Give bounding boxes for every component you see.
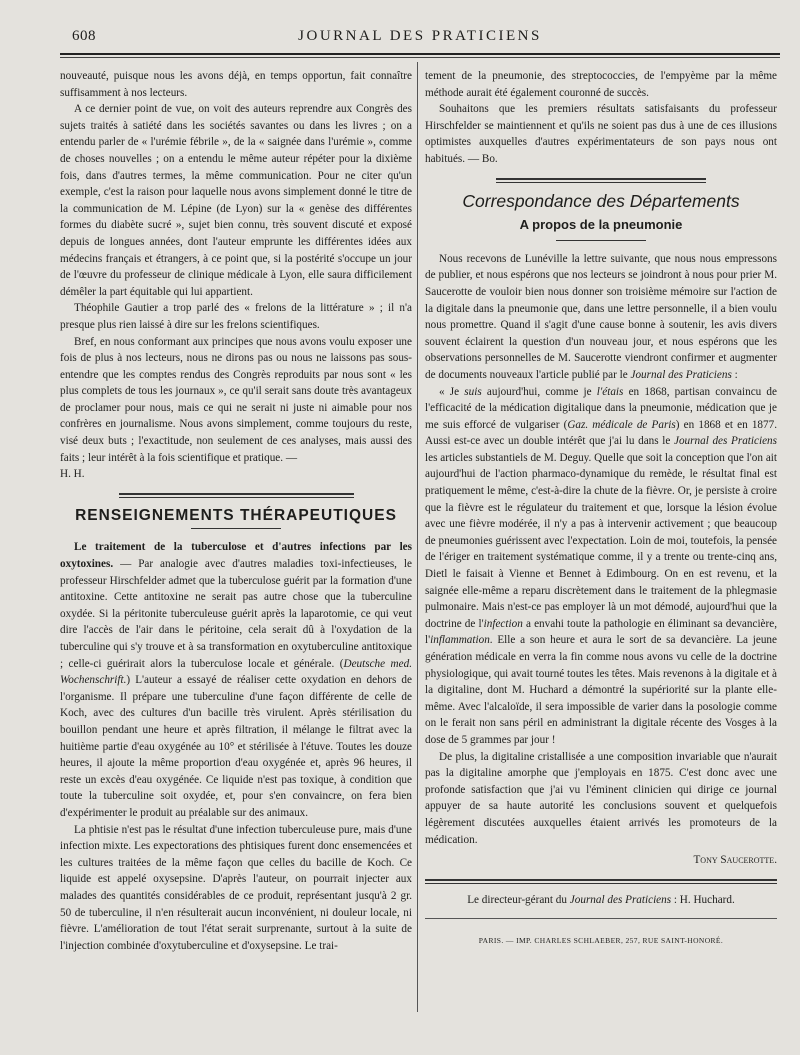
printer-line: PARIS. — IMP. CHARLES SCHLAEBER, 257, RUE SAINT-HONORÉ. — [478, 936, 724, 946]
reference: Journal des Praticiens — [630, 368, 732, 381]
footer-rule — [425, 879, 777, 884]
paragraph: tement de la pneumonie, des streptococcies, de l'empyème par la même méthode aurait été également couronné de succès. — [425, 70, 777, 99]
column-divider — [417, 62, 418, 1012]
paragraph: La phtisie n'est pas le résultat d'une infection tuberculeuse pure, mais d'une infection mixte. Les expectorations des phtisiques furent donc ensemencées et les cultures traitées de la même façon que celles du bacille de Koch. Ce liquide est appelé oxysepsine. D'après l'auteur, on pourrait injecter aux malades des quantités considérables de ce produit, représentant jusqu'à 2 gr. 50 de tuberculine, il n'en résulterait aucun inconvénient, ni douleur locale, ni fièvre. L'amélioration de tout l'état serait surprenante, surtout à la suite de l'injection combinée d'oxytuberculine et d'oxysepsine. Le trai- — [60, 823, 412, 952]
author-signature: H. H. — [60, 468, 85, 481]
director-line: Le directeur-gérant du Journal des Praticiens : H. Huchard. — [467, 893, 735, 906]
left-column — [60, 68, 412, 954]
subsection-title: A propos de la pneumonie — [519, 217, 683, 233]
article-paragraph: Le traitement de la tuberculose et d'autres infections par les oxytoxines. — Par analogie avec d'autres maladies toxi-infectieuses, le professeur Hirschfelder admet que la tuberculose guérit par la formation d'une antitoxine. Cette antitoxine ne serait pas autre chose que la tuberculine oxydée. Si la péritonite tuberculeuse guérit après la laparotomie, ce qui veut dire l'accès de l'air dans le péritoine, cela serait dû à l'oxydation de la tuberculine qui s'y trouve et à sa transformation en oxytuberculine antitoxique ; celle-ci guérirait alors la tuberculose locale et générale. (Deutsche med. Wochenschrift.) L'auteur a essayé de réaliser cette oxydation en dehors de l'organisme. Il prépare une tuberculine d'une façon différente de celle de Koch, avec des cultures d'un bacille très virulent. Après stérilisation du bouillon pendant une heure et après filtration, il mélange le filtrat avec la huitième partie d'eau oxygénée au 10° et stérilisée à l'étuve. Toutes les douze heures, il ajoute la même proportion d'eau oxygénée et, après 96 heures, il reste un excès d'eau oxygénée. Ce liquide n'est pas toxique, à condition que toute la tuberculine soit oxydée, et, pour s'en convaincre, on fera bien d'expérimenter le produit au préalable sur des animaux. — [60, 541, 412, 819]
page-header — [60, 26, 780, 48]
paragraph: nouveauté, puisque nous les avons déjà, en temps opportun, fait connaître suffisamment à nos lecteurs. — [60, 70, 412, 99]
section-title: RENSEIGNEMENTS THÉRAPEUTIQUES — [75, 506, 397, 524]
paragraph: A ce dernier point de vue, on voit des auteurs reprendre aux Congrès des sujets traités à satiété dans les sociétés savantes ou dans les livres ; on a entendu parler de « l'urémie fébrile », de la « saignée dans l'urémie », comme de choses nouvelles ; on a entendu le même auteur répéter pour la dixième fois, dans d'autres termes, la même communication. Pour ne citer qu'un exemple, c'est la raison pour laquelle nous avons simplement donné le titre de la communication de M. Lépine (de Lyon) sur la « genèse des différentes formes du diabète sucré », sujet bien connu, très souvent discuté et exposé depuis de longues années, dont l'auteur emprunte les différentes idées aux médecins français et étrangers, à ce point que, si la postérité s'occupe un jour de l'œuvre du professeur de clinique médicale à Lyon, elle saura difficilement démêler la part équitable qui lui appartient. — [60, 103, 412, 298]
page-number: 608 — [72, 28, 96, 44]
section-rule — [119, 493, 354, 498]
right-column — [425, 68, 777, 950]
letter-signature: Tony Saucerotte. — [693, 854, 777, 867]
paragraph: Nous recevons de Lunéville la lettre suivante, que nous nous empressons de publier, et nous espérons que nos lecteurs se joindront à nous pour prier M. Saucerotte de vouloir bien nous donner son troisième mémoire sur l'action de la digitale dans la pneumonie que, dans une lettre personnelle, il a bien voulu nous promettre. Quand il s'agit d'une cause bonne à soutenir, les avis divers souvent éclairent la question d'un nouveau jour, et nous espérons que les observations personnelles de M. Saucerotte viendront confirmer et augmenter de documents nouveaux l'article publié par le Journal des Praticiens : — [425, 252, 777, 381]
footer-thin-rule — [425, 918, 777, 919]
paragraph: Bref, en nous conformant aux principes que nous avons voulu exposer une fois de plus à nos lecteurs, nous ne dirons pas ou nous ne laissons pas sous-entendre que les comptes rendus des Congrès reproduits par nous sont « les plus complets de tous les journaux », ce qu'il serait sans doute très avantageux de proclamer pour nous, mais ce qui ne serait ni juste ni aimable pour nos confrères en journalisme. Nous avons simplement, comme toujours du reste, visé deux buts ; l'exactitude, non seulement de ces analyses, mais aussi des faits ; leur intérêt à la fois scientifique et pratique. — — [60, 335, 412, 464]
section-rule — [496, 178, 706, 183]
letter-paragraph: « Je suis aujourd'hui, comme je l'étais en 1868, partisan convaincu de l'efficacité de la médication digitalique dans la pneumonie, médication que je me suis efforcé de vulgariser (Gaz. médicale de Paris) en 1868 et en 1877. Aussi est-ce avec un double intérêt que j'ai lu dans le Journal des Praticiens les articles substantiels de M. Deguy. Quelle que soit la conception que l'on ait aujourd'hui de l'action pharmaco-dynamique du remède, le résultat final est pratiquement le même, c'est-à-dire la chute de la fièvre. Or, je persiste à croire que la fièvre est le régulateur du traitement et que, lorsque la lésion évolue avec une fièvre modérée, il n'y a pas à intervenir activement ; que beaucoup de pneumonies guérissent avec l'expectation. Loin de moi, toutefois, la pensée de l'ériger en traitement systématique comme, il y a trente ou trente-cinq ans, Dietl le faisait à Vienne et Bennet à Edimbourg. On en est revenu, et la saignée elle-même a reparu discrètement dans le traitement de la phlegmasie pulmonaire. Mais n'est-ce pas employer là un mot démodé, aujourd'hui que la doctrine de l'infection a envahi toute la pathologie en éliminant sa devancière, l'inflammation. Elle a son heure et aura le sort de sa devancière. La jeune génération médicale en verra la fin comme nous avons vu celle de la doctrine physiologique, qui avait tourné toutes les têtes. Mais revenons à la digitale et à la digitaline, dont M. Huchard a démontré la supériorité sur la plante elle-même. Avec l'alcaloïde, il sera impossible de varier dans la posologie comme on le ferait non sans péril en administrant la digitale récente des Vosges à la dose de 5 grammes par jour ! — [425, 385, 778, 746]
article-heading: Le traitement de la tuberculose et d'autres infections par les oxytoxines. — [60, 541, 412, 571]
reference: Deutsche med. Wochenschrift. — [60, 657, 412, 687]
title-underline — [191, 528, 281, 529]
journal-title: JOURNAL DES PRATICIENS — [298, 28, 542, 44]
reference: Journal des Praticiens — [674, 435, 777, 448]
paragraph: Théophile Gautier a trop parlé des « frelons de la littérature » ; il n'a presque plus rien laissé à dire sur les frelons scientifiques. — [60, 302, 412, 331]
paragraph: Souhaitons que les premiers résultats satisfaisants du professeur Hirschfelder se maintiennent et qu'ils ne soient pas dus à une de ces illusions optimistes auxquelles d'autres expérimentateurs de son pays nous ont habitués. — Bo. — [425, 103, 777, 165]
section-title: Correspondance des Départements — [462, 190, 740, 211]
title-underline — [556, 240, 646, 241]
header-rule — [60, 53, 780, 58]
reference: Gaz. médicale de Paris — [567, 418, 676, 431]
paragraph: De plus, la digitaline cristallisée a une composition invariable que n'aurait pas la digitaline amorphe que j'employais en 1875. C'est donc avec une profonde satisfaction que j'ai vu l'éminent clinicien qui dirige ce journal appuyer de sa haute autorité les conclusions souvent et quelquefois légèrement discutées auxquelles étaient arrivés les promoteurs de la médication. — [425, 750, 777, 846]
